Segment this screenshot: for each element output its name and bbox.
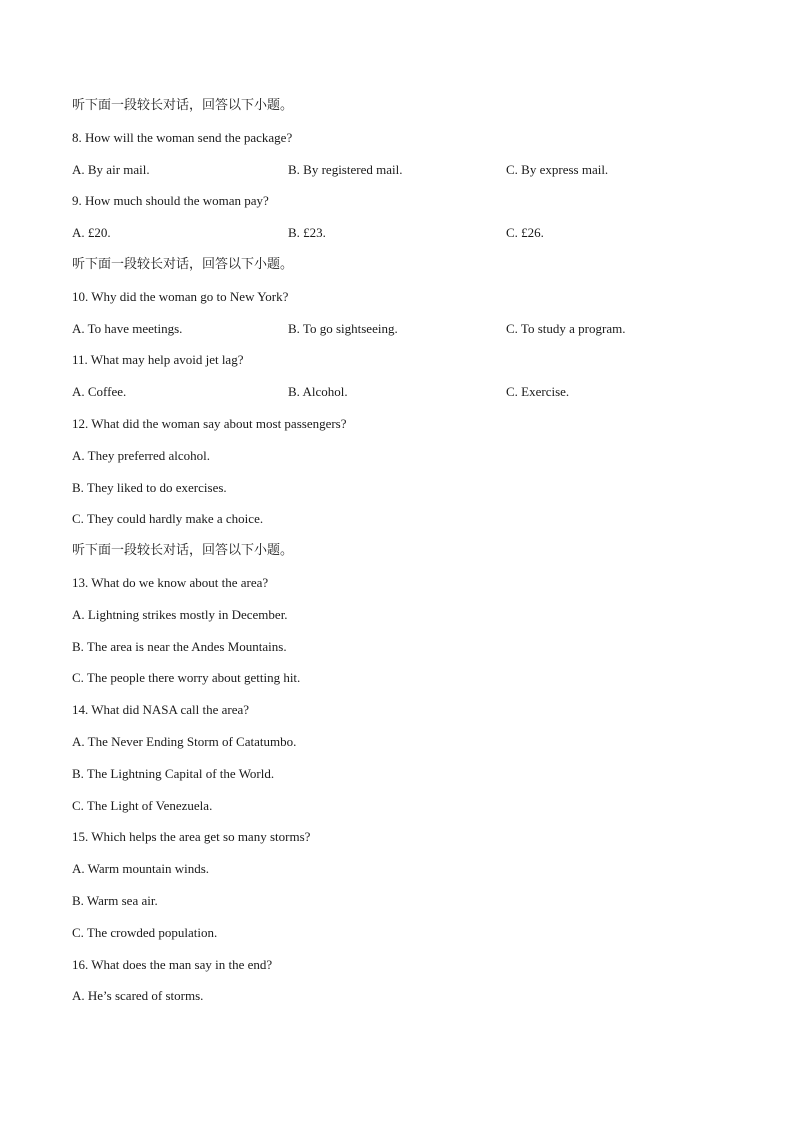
option-13c[interactable]: C. The people there worry about getting hit. (72, 670, 301, 686)
question-12: 12. What did the woman say about most passengers? (72, 415, 347, 431)
option-10c[interactable]: C. To study a program. (506, 320, 626, 336)
option-8a[interactable]: A. By air mail. (72, 161, 150, 177)
option-14b[interactable]: B. The Lightning Capital of the World. (72, 765, 275, 781)
option-9a[interactable]: A. £20. (72, 225, 111, 241)
options-row-11 (72, 382, 732, 414)
option-15c[interactable]: C. The crowded population. (72, 924, 218, 940)
option-9b[interactable]: B. £23. (288, 225, 326, 241)
option-11b[interactable]: B. Alcohol. (288, 384, 348, 400)
section-instruction: 听下面一段较长对话，回答以下小题。 (72, 256, 294, 272)
option-12c[interactable]: C. They could hardly make a choice. (72, 511, 264, 527)
question-11: 11. What may help avoid jet lag? (72, 352, 244, 368)
options-row-10 (72, 319, 732, 351)
question-8: 8. How will the woman send the package? (72, 129, 293, 145)
section-instruction: 听下面一段较长对话，回答以下小题。 (72, 543, 294, 559)
option-12a[interactable]: A. They preferred alcohol. (72, 447, 211, 463)
option-15b[interactable]: B. Warm sea air. (72, 892, 158, 908)
document-page (72, 96, 732, 1018)
option-8c[interactable]: C. By express mail. (506, 161, 609, 177)
question-9: 9. How much should the woman pay? (72, 193, 269, 209)
option-14a[interactable]: A. The Never Ending Storm of Catatumbo. (72, 733, 297, 749)
options-row-8 (72, 160, 732, 192)
option-13b[interactable]: B. The area is near the Andes Mountains. (72, 638, 287, 654)
option-10b[interactable]: B. To go sightseeing. (288, 320, 398, 336)
option-16a[interactable]: A. He’s scared of storms. (72, 988, 204, 1004)
option-13a[interactable]: A. Lightning strikes mostly in December. (72, 606, 288, 622)
option-10a[interactable]: A. To have meetings. (72, 320, 183, 336)
option-15a[interactable]: A. Warm mountain winds. (72, 861, 210, 877)
options-row-9 (72, 223, 732, 255)
question-16: 16. What does the man say in the end? (72, 956, 273, 972)
question-14: 14. What did NASA call the area? (72, 702, 250, 718)
section-instruction: 听下面一段较长对话，回答以下小题。 (72, 98, 294, 113)
option-11a[interactable]: A. Coffee. (72, 384, 127, 400)
option-14c[interactable]: C. The Light of Venezuela. (72, 797, 213, 813)
option-12b[interactable]: B. They liked to do exercises. (72, 479, 227, 495)
question-13: 13. What do we know about the area? (72, 574, 269, 590)
option-9c[interactable]: C. £26. (506, 225, 544, 241)
option-8b[interactable]: B. By registered mail. (288, 161, 403, 177)
option-11c[interactable]: C. Exercise. (506, 384, 570, 400)
question-10: 10. Why did the woman go to New York? (72, 288, 289, 304)
question-15: 15. Which helps the area get so many storms? (72, 829, 311, 845)
